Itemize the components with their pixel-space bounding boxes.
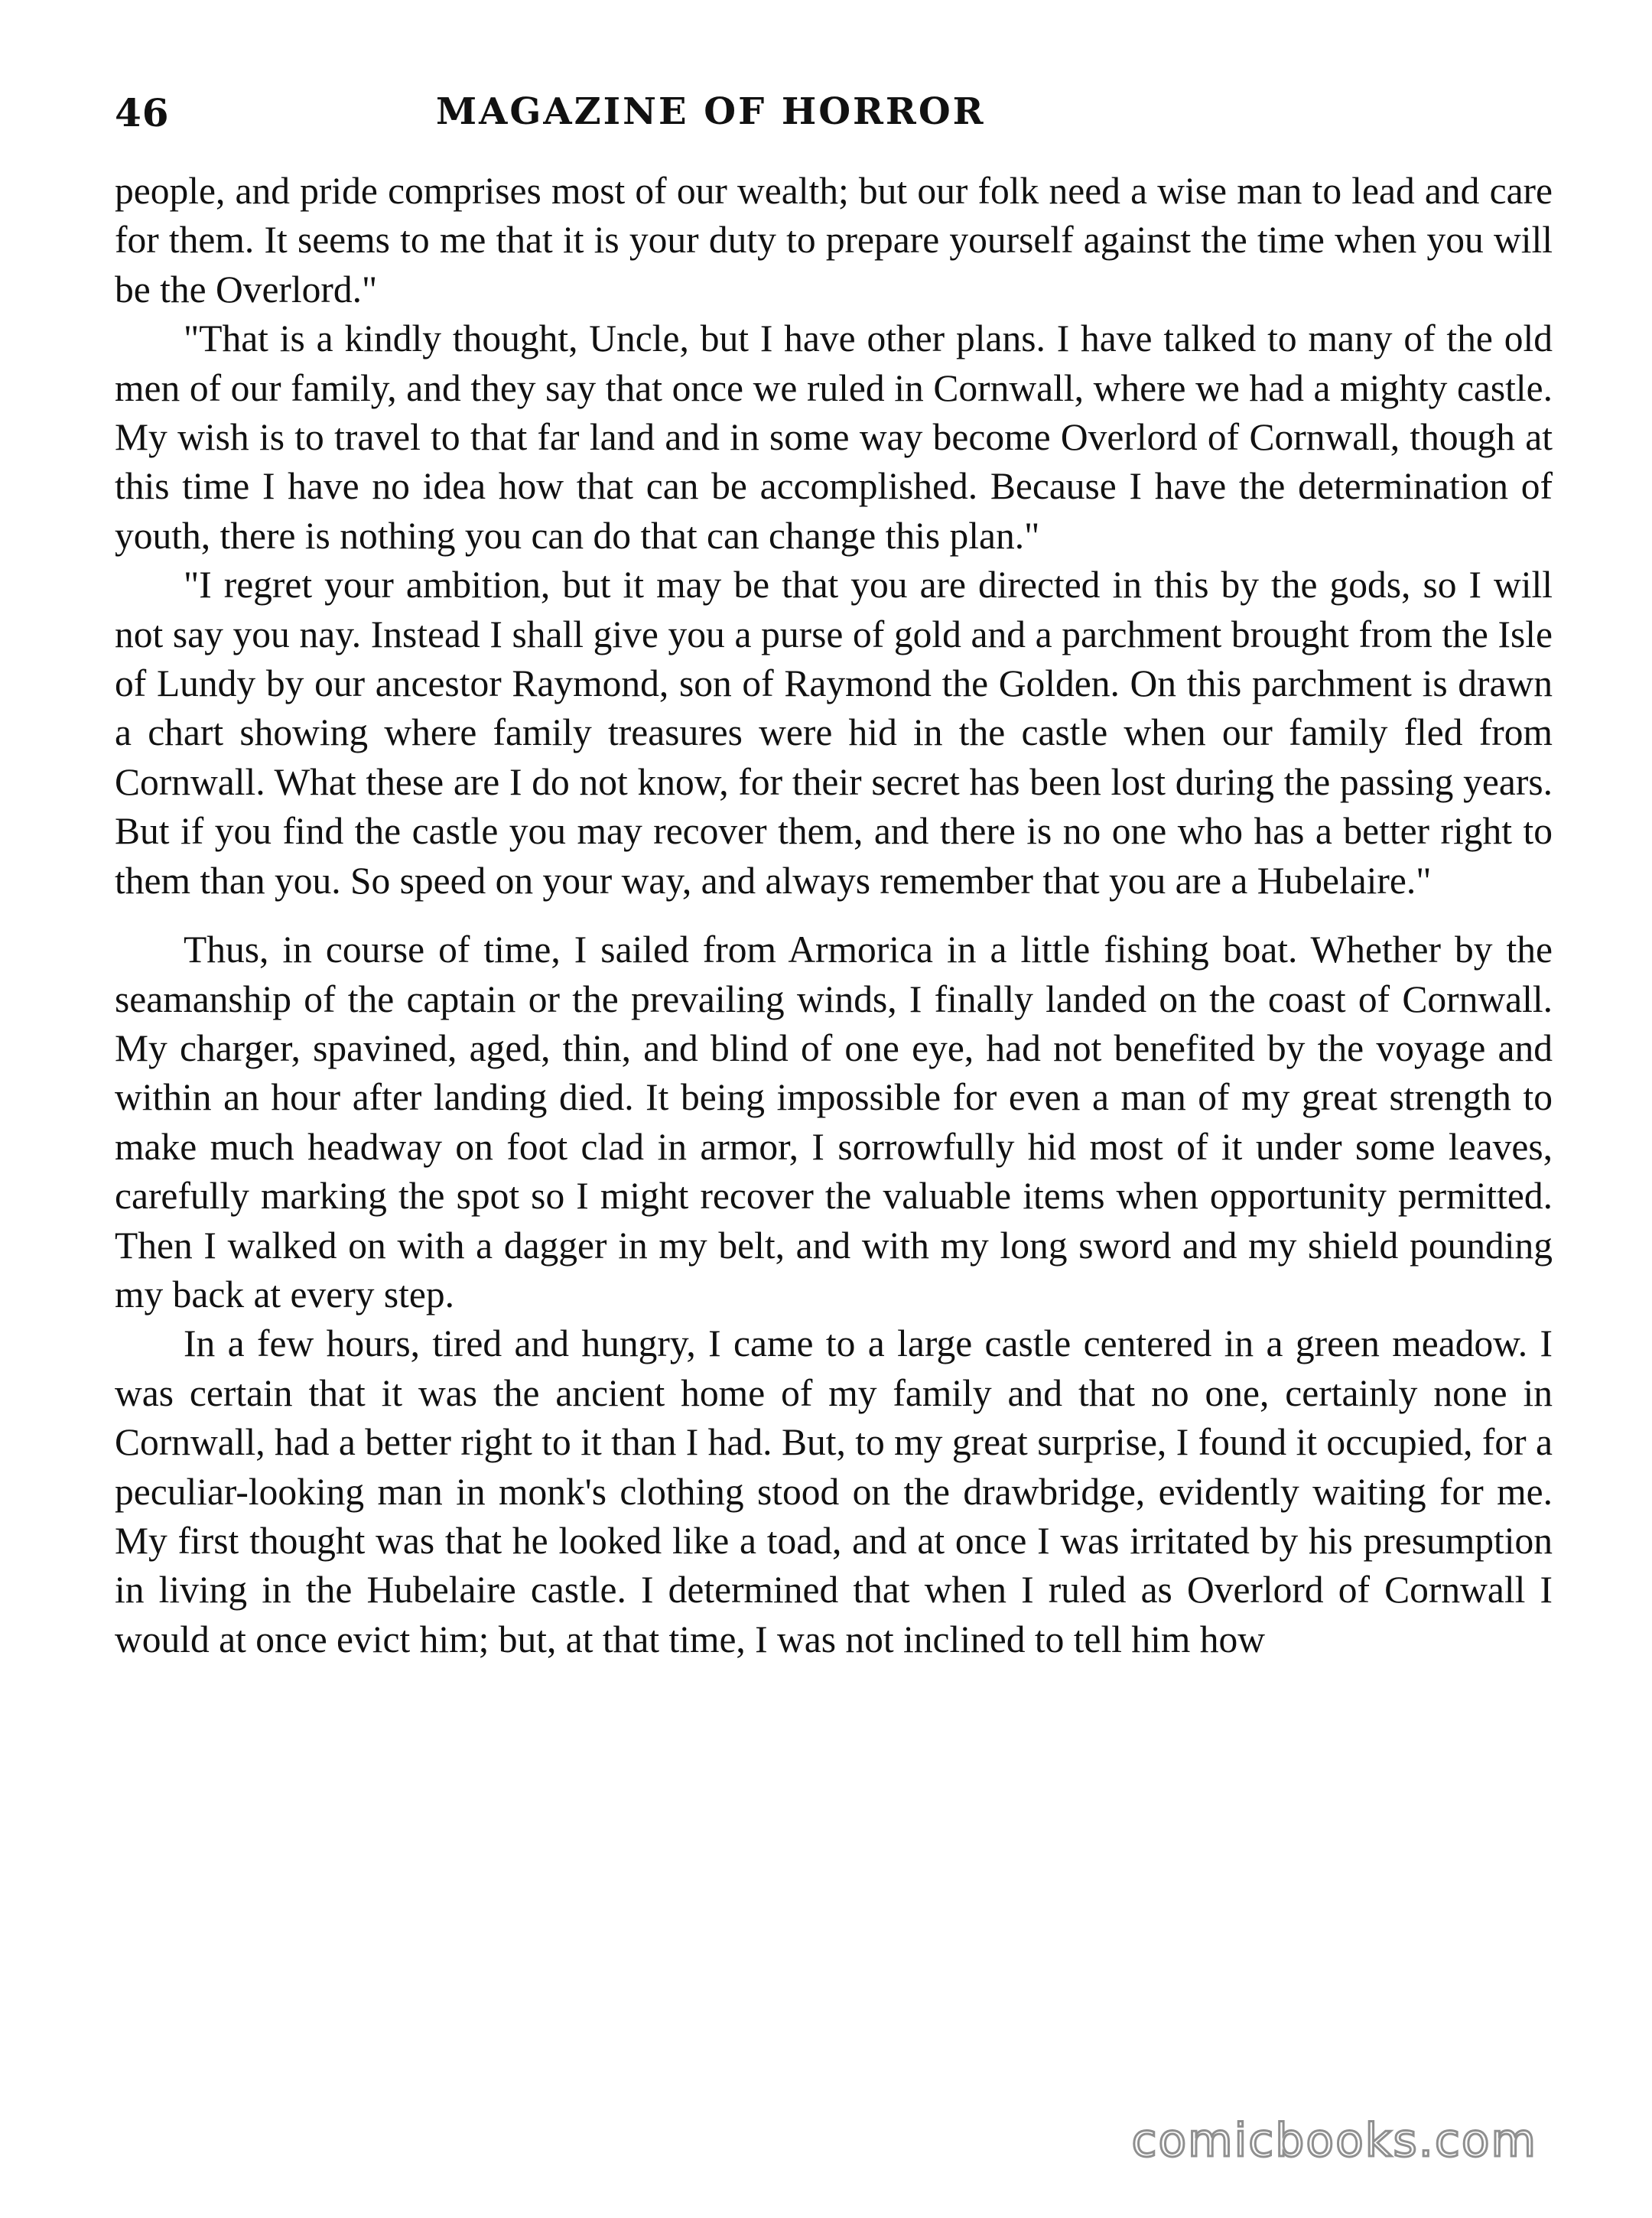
paragraph: "That is a kindly thought, Uncle, but I have other plans. I have talked to many of the old men of our family, and they say that once we ruled in Cornwall, where we had a mighty castle. My wish is to travel to that far land and in some way become Overlord of Cornwall, though at this time I have no idea how that can be accomplished. Because I have the determination of youth, there is nothing you can do that can change this plan."	[115, 317, 1553, 557]
page-header	[115, 84, 1553, 145]
paragraph: "I regret your ambition, but it may be that you are directed in this by the gods, so I will not say you nay. Instead I shall give you a purse of gold and a parchment brought from the Isle of Lundy by our ancestor Raymond, son of Raymond the Golden. On this parchment is drawn a chart showing where family treasures were hid in the castle when our family fled from Cornwall. What these are I do not know, for their secret has been lost during the passing years. But if you find the castle you may recover them, and there is no one who has a better right to them than you. So speed on your way, and always remember that you are a Hubelaire."	[115, 564, 1553, 902]
paragraph: people, and pride comprises most of our wealth; but our folk need a wise man to lead and care for them. It seems to me that it is your duty to prepare yourself against the time when you will be the Overlord."	[115, 170, 1553, 311]
page-number: 46	[115, 90, 170, 135]
body-text	[115, 167, 1553, 1664]
running-title: MAGAZINE OF HORROR	[436, 90, 986, 133]
watermark: comicbooks.com	[1131, 2114, 1537, 2168]
magazine-page	[115, 84, 1553, 2149]
paragraph: Thus, in course of time, I sailed from Armorica in a little fishing boat. Whether by the seamanship of the captain or the prevailing winds, I finally landed on the coast of Cornwall. My charger, spavined, aged, thin, and blind of one eye, had not benefited by the voyage and within an hour after landing died. It being impossible for even a man of my great strength to make much headway on foot clad in armor, I sorrowfully hid most of it under some leaves, carefully marking the spot so I might recover the valuable items when opportunity permitted. Then I walked on with a dagger in my belt, and with my long sword and my shield pounding my back at every step.	[115, 929, 1553, 1316]
paragraph: In a few hours, tired and hungry, I came to a large castle centered in a green meadow. I was certain that it was the ancient home of my family and that no one, certainly none in Cornwall, had a better right to it than I had. But, to my great surprise, I found it occupied, for a peculiar-looking man in monk's clothing stood on the drawbridge, evidently waiting for me. My first thought was that he looked like a toad, and at once I was irritated by his presumption in living in the Hubelaire castle. I determined that when I ruled as Overlord of Cornwall I would at once evict him; but, at that time, I was not inclined to tell him how	[115, 1322, 1553, 1660]
